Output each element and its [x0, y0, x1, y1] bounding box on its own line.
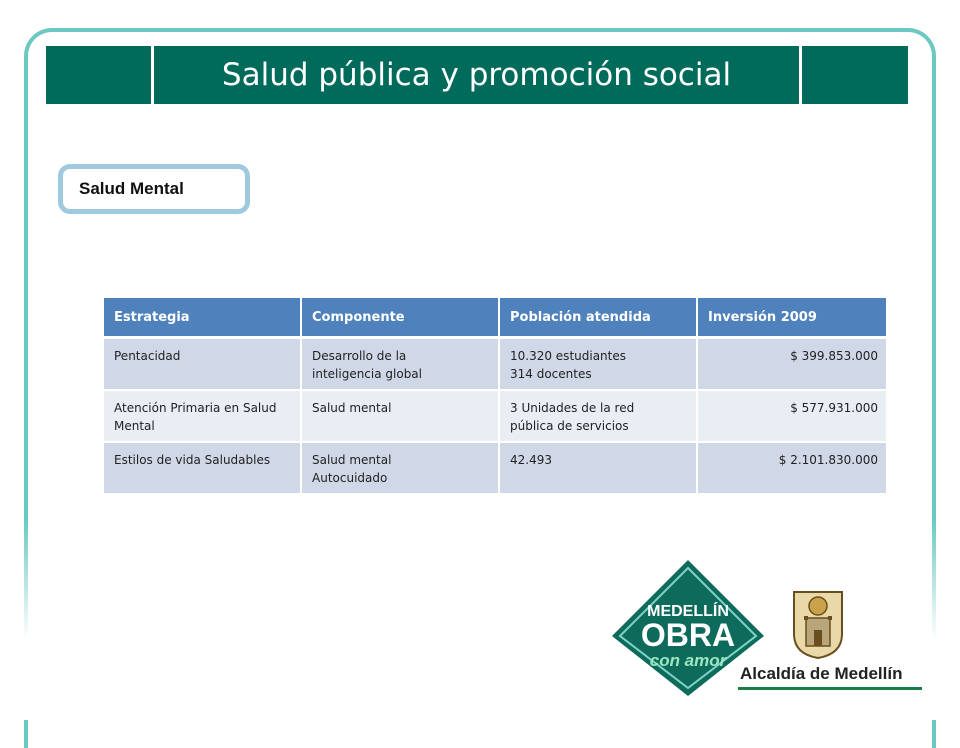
page-title: Salud pública y promoción social: [154, 46, 802, 104]
cell-estrategia: Atención Primaria en Salud Mental: [104, 390, 301, 442]
table-row: [104, 338, 886, 391]
title-bar-left-block: [46, 46, 154, 104]
logo-text-medellin: MEDELLÍN: [647, 603, 729, 620]
column-header-poblacion: Población atendida: [499, 298, 697, 338]
frame-fade-left: [14, 520, 44, 720]
alcaldia-de-medellin-label: Alcaldía de Medellín: [740, 664, 903, 683]
investment-table: [104, 298, 886, 495]
cell-estrategia: Estilos de vida Saludables: [104, 442, 301, 494]
cell-inversion: $ 399.853.000: [697, 338, 886, 391]
title-bar: [46, 46, 908, 104]
cell-componente: Salud mental Autocuidado: [301, 442, 499, 494]
column-header-componente: Componente: [301, 298, 499, 338]
table-row: [104, 442, 886, 494]
cell-estrategia: Pentacidad: [104, 338, 301, 391]
cell-componente: Salud mental: [301, 390, 499, 442]
title-bar-right-block: [802, 46, 908, 104]
cell-componente: Desarrollo de la inteligencia global: [301, 338, 499, 391]
logo-text-obra: OBRA: [640, 617, 736, 653]
cell-poblacion: 42.493: [499, 442, 697, 494]
cell-inversion: $ 2.101.830.000: [697, 442, 886, 494]
column-header-estrategia: Estrategia: [104, 298, 301, 338]
coat-of-arms-icon: [790, 588, 846, 660]
cell-poblacion: 10.320 estudiantes 314 docentes: [499, 338, 697, 391]
table-header-row: [104, 298, 886, 338]
cell-poblacion: 3 Unidades de la red pública de servicios: [499, 390, 697, 442]
section-tab-salud-mental: Salud Mental: [58, 164, 250, 214]
logo-text-con-amor: con amor: [649, 651, 727, 670]
column-header-inversion: Inversión 2009: [697, 298, 886, 338]
cell-inversion: $ 577.931.000: [697, 390, 886, 442]
alcaldia-underline: [738, 687, 922, 690]
table-row: [104, 390, 886, 442]
